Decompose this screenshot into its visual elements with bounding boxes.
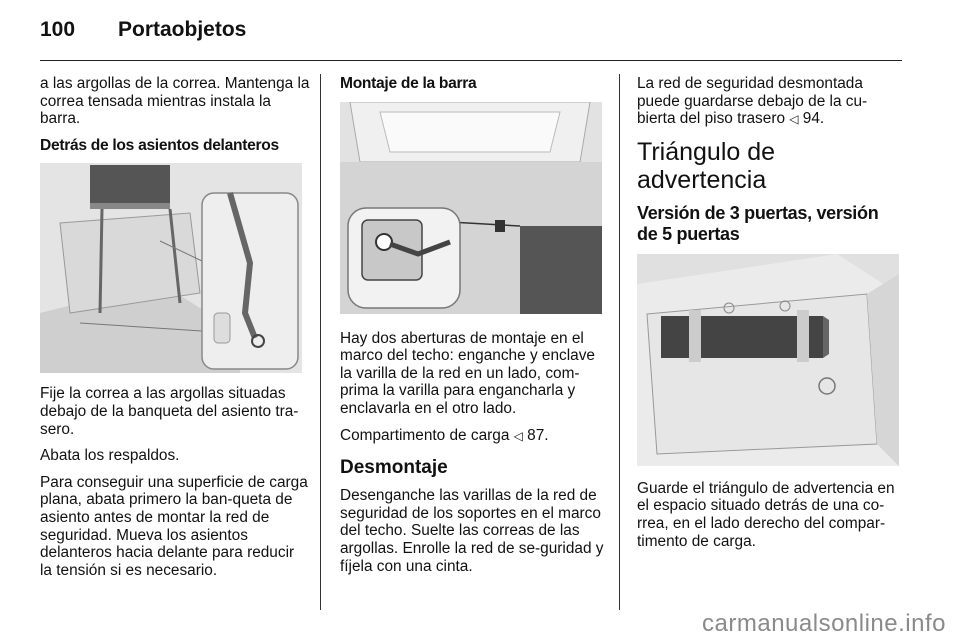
page-header: [40, 18, 246, 42]
paragraph-flat-surface: Para conseguir una superficie de carga plana, abata primero la ban-queta de asiento antes de montar la red de seguridad. Mueva los asientos delanteros hacia delante para reducir la tensión si es necesario.: [40, 473, 308, 579]
paragraph-cargo-compartment-ref: Compartimento de carga ◁ 87.: [340, 426, 549, 444]
paragraph-store-triangle: Guarde el triángulo de advertencia en el espacio situado detrás de una co-rrea, en el lado derecho del compar-timento de carga.: [637, 479, 895, 550]
column-divider-1: [320, 74, 321, 610]
paragraph-fold-backrests: Abata los respaldos.: [40, 447, 180, 465]
intro-paragraph: a las argollas de la correa. Mantenga la correa tensada mientras instala la barra.: [40, 75, 310, 128]
paragraph-removal: Desenganche las varillas de la red de seguridad de los soportes en el marco del techo. Suelte las correas de las argollas. Enrolle la red de se-guridad y fíjela con una cinta.: [340, 487, 604, 575]
illustration-strap-rings: [40, 163, 302, 373]
column-2: [340, 75, 606, 584]
subheading-bar-mounting: Montaje de la barra: [340, 75, 477, 92]
page-title: Portaobjetos: [118, 18, 247, 41]
subheading-front-seats: Detrás de los asientos delanteros: [40, 136, 279, 154]
illustration-bar-mounting: [340, 102, 602, 314]
column-3: [637, 75, 903, 559]
paragraph-storage-ref: La red de seguridad desmontada puede guardarse debajo de la cu-bierta del piso trasero ◁ 94.: [637, 75, 868, 128]
header-rule: [40, 60, 902, 61]
column-divider-2: [619, 74, 620, 610]
heading-warning-triangle: Triángulo de advertencia: [637, 137, 776, 194]
page-reference-icon: ◁: [789, 112, 799, 127]
heading-removal: Desmontaje: [340, 457, 448, 479]
paragraph-fix-strap: Fije la correa a las argollas situadas debajo de la banqueta del asiento tra-sero.: [40, 385, 299, 438]
page-number: 100: [40, 18, 76, 41]
subheading-door-versions: Versión de 3 puertas, versión de 5 puertas: [637, 202, 879, 244]
illustration-warning-triangle-storage: [637, 254, 899, 466]
paragraph-mounting-openings: Hay dos aberturas de montaje en el marco del techo: enganche y enclave la varilla de la red en un lado, com-prima la varilla para engancharla y enclavarla en el otro lado.: [340, 329, 595, 417]
page-reference-icon: ◁: [513, 428, 523, 443]
column-1: [40, 75, 310, 588]
watermark: carmanualsonline.info: [702, 610, 946, 637]
